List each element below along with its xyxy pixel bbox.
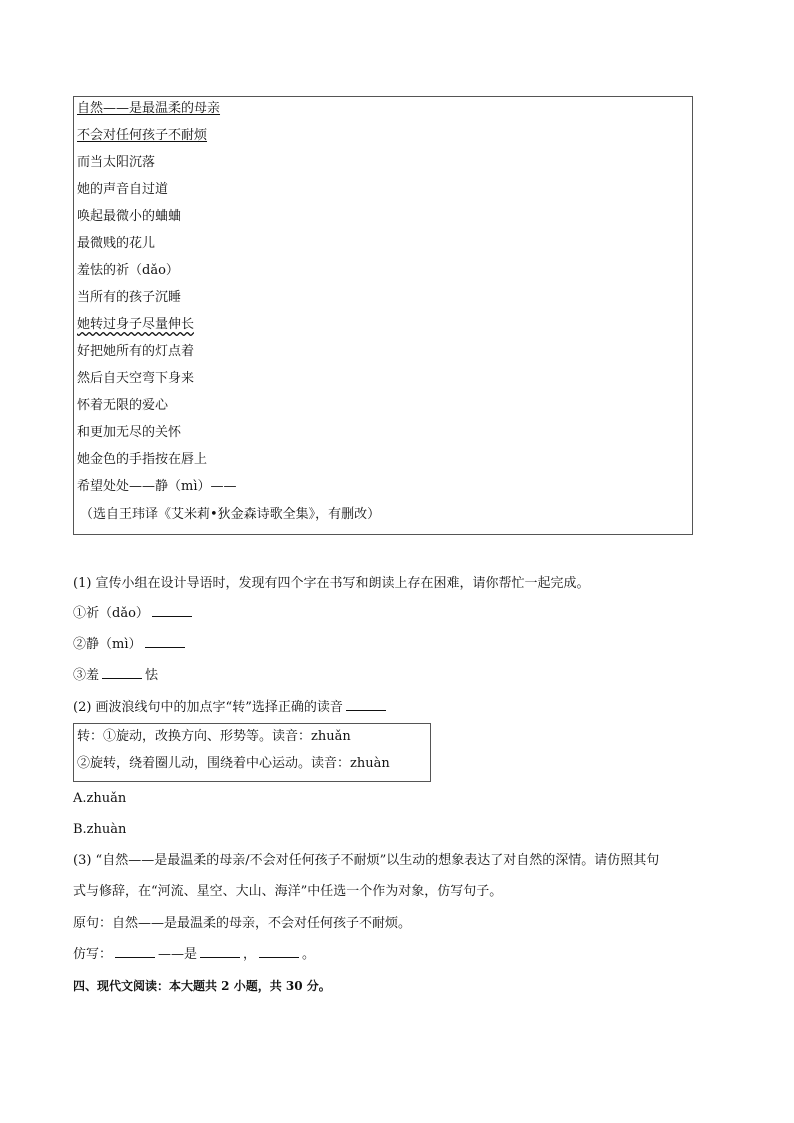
- poem-line-1: 自然——是最温柔的母亲: [77, 101, 221, 116]
- q1-item3-blank[interactable]: [102, 666, 142, 679]
- option-a[interactable]: A.zhuǎn: [73, 791, 127, 806]
- poem-line-14: 她金色的手指按在唇上: [77, 452, 208, 467]
- definition-line-1: 转：①旋动，改换方向、形势等。读音：zhuǎn: [77, 729, 351, 744]
- poem-line-11: 然后自天空弯下身来: [77, 371, 195, 386]
- q3-imitate-end: 。: [302, 947, 316, 962]
- q2-prompt-line: [73, 698, 389, 718]
- poem-line-10: 好把她所有的灯点着: [77, 344, 195, 359]
- option-b[interactable]: B.zhuàn: [73, 822, 127, 837]
- poem-line-6: 最微贱的花儿: [77, 236, 156, 251]
- q1-prompt: (1) 宣传小组在设计导语时，发现有四个字在书写和朗读上存在困难，请你帮忙一起完成。: [73, 576, 590, 591]
- poem-line-9-wavy: 她转过身子尽量伸长: [77, 317, 195, 332]
- q1-item2: [73, 635, 188, 655]
- poem-line-4: 她的声音自过道: [77, 182, 169, 197]
- q1-item2-blank[interactable]: [145, 635, 185, 648]
- poem-box: [73, 96, 693, 535]
- q3-original: 原句：自然——是最温柔的母亲，不会对任何孩子不耐烦。: [73, 916, 412, 931]
- poem-line-2: 不会对任何孩子不耐烦: [77, 128, 208, 143]
- q3-imitate: [73, 945, 315, 965]
- poem-line-7: 羞怯的祈（dǎo）: [77, 263, 179, 278]
- q3-prompt-line1: (3) “自然——是最温柔的母亲/不会对任何孩子不耐烦”以生动的想象表达了对自然的深情。请仿照其句: [73, 853, 660, 868]
- q1-item1-blank[interactable]: [152, 604, 192, 617]
- q3-blank-subject[interactable]: [115, 945, 155, 958]
- q3-imitate-dash: ——是: [158, 947, 198, 962]
- q1-item3: [73, 666, 158, 686]
- q1-item3-post: 怯: [145, 668, 159, 683]
- section-4-heading: 四、现代文阅读：本大题共 2 小题，共 30 分。: [73, 979, 331, 993]
- q2-prompt: (2) 画波浪线句中的加点字“转”选择正确的读音: [73, 700, 343, 715]
- poem-line-3: 而当太阳沉落: [77, 155, 156, 170]
- q3-blank-predicate[interactable]: [200, 945, 240, 958]
- q3-imitate-comma: ，: [243, 947, 257, 962]
- q3-blank-clause[interactable]: [259, 945, 299, 958]
- poem-source: （选自王玮译《艾米莉•狄金森诗歌全集》，有删改）: [80, 507, 381, 522]
- q2-blank[interactable]: [346, 698, 386, 711]
- definition-line-2: ②旋转，绕着圈儿动，围绕着中心运动。读音：zhuàn: [77, 756, 390, 771]
- poem-line-8: 当所有的孩子沉睡: [77, 290, 182, 305]
- poem-line-13: 和更加无尽的关怀: [77, 425, 182, 440]
- q1-item1: [73, 604, 195, 624]
- q1-item1-text: ①祈（dǎo）: [73, 606, 149, 621]
- q3-imitate-label: 仿写：: [73, 947, 113, 962]
- q1-item2-text: ②静（mì）: [73, 637, 142, 652]
- q3-prompt-line2: 式与修辞，在“河流、星空、大山、海洋”中任选一个作为对象，仿写句子。: [73, 884, 503, 899]
- poem-line-12: 怀着无限的爱心: [77, 398, 169, 413]
- poem-line-15: 希望处处——静（mì）——: [77, 479, 237, 494]
- q1-item3-pre: ③羞: [73, 668, 100, 683]
- poem-line-5: 唤起最微小的蛐蛐: [77, 209, 182, 224]
- definition-box: [73, 723, 431, 782]
